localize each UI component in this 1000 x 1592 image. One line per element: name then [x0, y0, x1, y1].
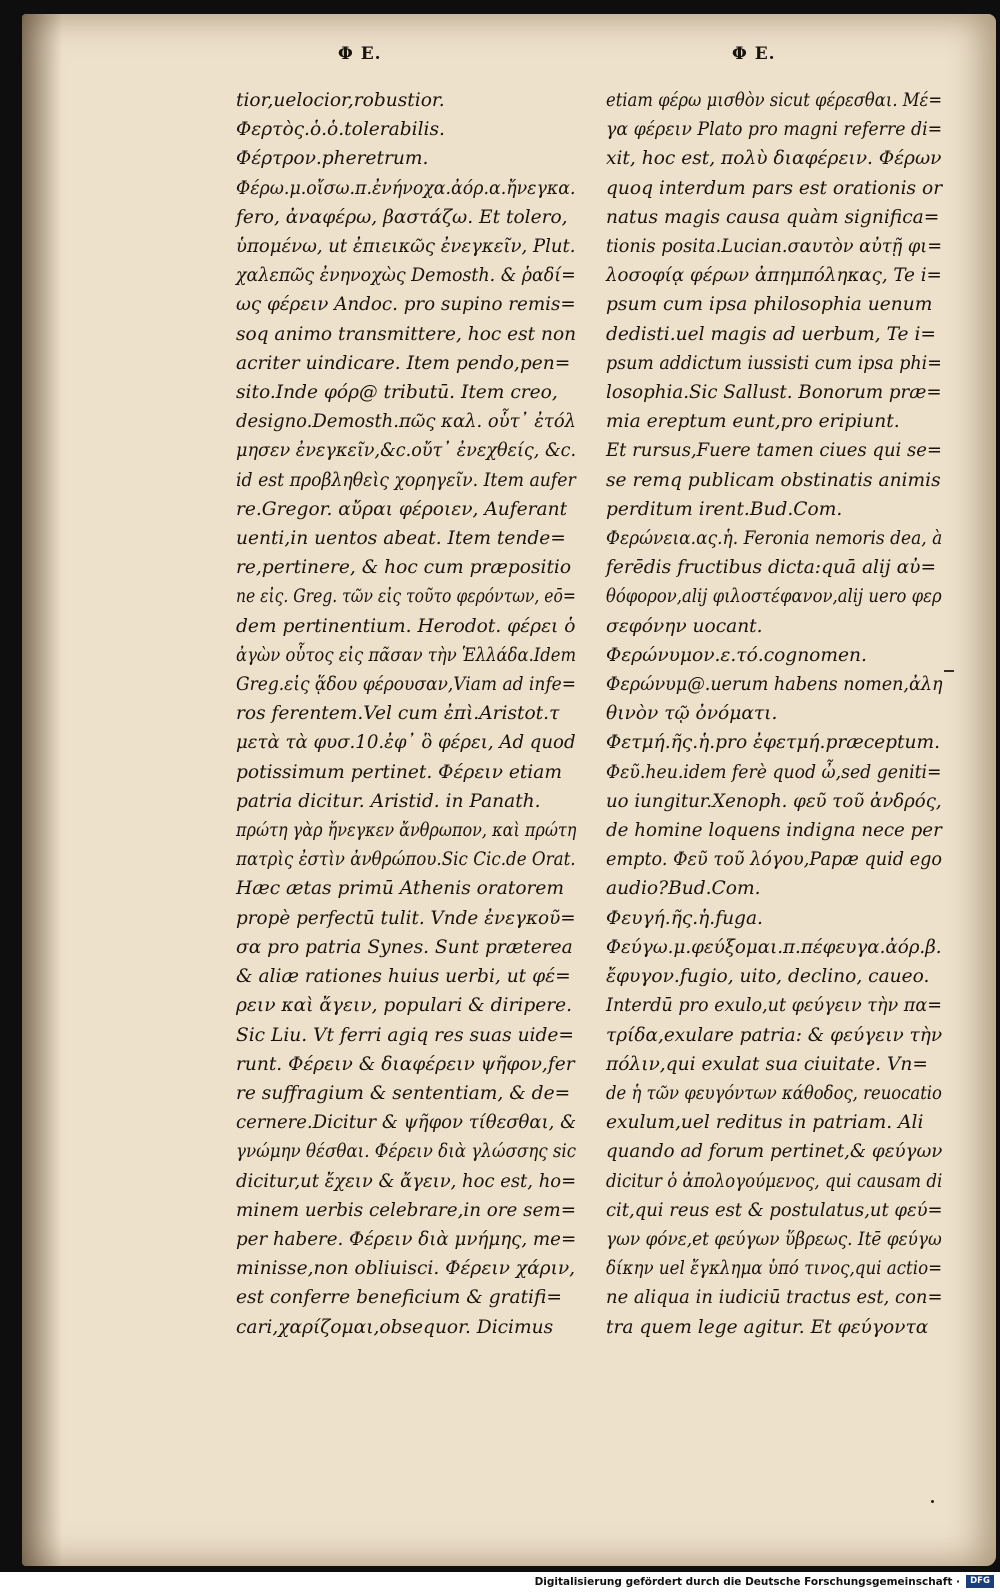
text-line: runt. Φέρειν & διαφέρειν ψῆφον,fer: [236, 1053, 575, 1075]
text-line: audio?Bud.Com.: [606, 878, 761, 900]
text-line: τρίδα,exulare patria: & φεύγειν τὴν: [606, 1024, 943, 1046]
text-line: de homine loquens indigna nece per: [606, 820, 942, 842]
text-line: πρώτη γὰρ ἤνεγκεν ἄνθρωπον, καὶ πρώτη: [236, 820, 577, 842]
text-line: ne aliqua in iudiciū tractus est, con=: [606, 1287, 943, 1309]
text-line: cari,χαρίζομαι,obsequor. Dicimus: [236, 1316, 554, 1338]
text-line: Sic Liu. Vt ferri agiq res suas uide=: [236, 1024, 574, 1046]
text-line: re,pertinere, & hoc cum præpositio: [236, 557, 572, 579]
text-line: Φερτὸς.ὁ.ὁ.tolerabilis.: [236, 119, 445, 141]
text-line: Greg.εἰς ᾅδου φέρουσαν,Viam ad infe=: [236, 674, 576, 696]
text-line: per habere. Φέρειν διὰ μνήμης, me=: [236, 1228, 577, 1250]
left-text-column: [236, 86, 576, 1342]
text-line: empto. Φεῦ τοῦ λόγου,Papæ quid ego: [606, 849, 943, 871]
text-line: Φεῦ.heu.idem ferè quod ὦ,sed geniti=: [606, 761, 942, 783]
text-line: tionis posita.Lucian.σαυτὸν αὐτῇ φι=: [606, 236, 943, 258]
text-line: potissimum pertinet. Φέρειν etiam: [236, 761, 562, 783]
dfg-logo: DFG: [966, 1575, 994, 1588]
text-line: xit, hoc est, πολὺ διαφέρειν. Φέρων: [606, 148, 942, 170]
text-line: ως φέρειν Andoc. pro supino remis=: [236, 294, 576, 316]
text-line: Φεύγω.μ.φεύξομαι.π.πέφευγα.ἀόρ.β.: [606, 936, 942, 958]
text-line: natus magis causa quàm significa=: [606, 206, 940, 228]
text-line: est conferre beneficium & gratifi=: [236, 1287, 562, 1309]
text-line: γνώμην θέσθαι. Φέρειν διὰ γλώσσης sic: [236, 1141, 577, 1163]
text-line: dedisti.uel magis ad uerbum, Te i=: [606, 323, 936, 345]
text-line: Φετμή.ῆς.ἡ.pro ἐφετμή.præceptum.: [606, 732, 941, 754]
text-line: ne εἰς. Greg. τῶν εἰς τοῦτο φερόντων, eō=: [236, 586, 576, 608]
text-line: tior,uelocior,robustior.: [236, 90, 445, 111]
text-line: designo.Demosth.πῶς καλ. οὗτ᾽ ἐτόλ: [236, 411, 577, 433]
text-line: uenti,in uentos abeat. Item tende=: [236, 528, 566, 550]
text-line: Interdū pro exulo,ut φεύγειν τὴν πα=: [606, 995, 942, 1017]
text-line: dicitur ὁ ἀπολογούμενος, qui causam di: [606, 1170, 943, 1192]
text-line: propè perfectū tulit. Vnde ἐνεγκοῦ=: [236, 907, 576, 929]
text-line: θινὸν τῷ ὀνόματι.: [606, 703, 778, 725]
text-line: ros ferentem.Vel cum ἐπὶ.Aristot.τ: [236, 703, 560, 725]
text-line: dem pertinentium. Herodot. φέρει ὁ: [236, 615, 576, 637]
text-line: Φερώνυμ@.uerum habens nomen,ἀλη: [606, 674, 943, 696]
right-text-column: [606, 86, 942, 1342]
text-line: tra quem lege agitur. Et φεύγοντα: [606, 1316, 929, 1338]
text-line: σα pro patria Synes. Sunt præterea: [236, 936, 573, 958]
text-line: quando ad forum pertinet,& φεύγων: [606, 1141, 943, 1163]
text-line: exulum,uel reditus in patriam. Ali: [606, 1112, 924, 1134]
text-line: mia ereptum eunt,pro eripiunt.: [606, 411, 900, 433]
text-line: soq animo transmittere, hoc est non: [236, 323, 577, 345]
text-line: id est προβληθεὶς χορηγεῖν. Item aufer: [236, 469, 576, 491]
text-line: perditum irent.Bud.Com.: [606, 498, 843, 520]
text-line: χαλεπῶς ἐνηνοχὼς Demosth. & ῥαδί=: [236, 265, 576, 287]
running-head-left: Φ E.: [338, 44, 382, 64]
text-line: etiam φέρω μισθὸν sicut φέρεσθαι. Μέ=: [606, 90, 943, 111]
text-line: ἔφυγον.fugio, uito, declino, caueo.: [606, 966, 930, 988]
text-line: quoq interdum pars est orationis or: [606, 177, 943, 199]
text-line: Φέρω.μ.οἴσω.π.ἐνήνοχα.ἀόρ.α.ἤνεγκα.: [236, 177, 576, 199]
text-line: Et rursus,Fuere tamen ciues qui se=: [606, 440, 942, 462]
text-line: psum cum ipsa philosophia uenum: [606, 294, 933, 316]
text-line: δίκην uel ἔγκλημα ὑπό τινος,qui actio=: [606, 1258, 943, 1280]
text-line: ferēdis fructibus dicta:quā alij αὐ=: [606, 557, 937, 579]
text-line: ρειν καὶ ἄγειν, populari & diripere.: [236, 995, 573, 1017]
text-line: re.Gregor. αὔραι φέροιεν, Auferant: [236, 498, 568, 520]
text-line: ὑπομένω, ut ἐπιεικῶς ἐνεγκεῖν, Plut.: [236, 236, 576, 258]
text-line: losophia.Sic Sallust. Bonorum præ=: [606, 382, 942, 404]
text-line: dicitur,ut ἔχειν & ἄγειν, hoc est, ho=: [236, 1170, 577, 1192]
text-line: πόλιν,qui exulat sua ciuitate. Vn=: [606, 1053, 928, 1075]
text-line: psum addictum iussisti cum ipsa phi=: [606, 352, 942, 374]
text-line: & aliæ rationes huius uerbi, ut φέ=: [236, 966, 571, 988]
text-line: sito.Inde φόρ@ tributū. Item creo,: [236, 382, 558, 404]
margin-mark: [944, 670, 954, 672]
text-line: re suffragium & sententiam, & de=: [236, 1082, 571, 1104]
text-line: minem uerbis celebrare,in ore sem=: [236, 1199, 577, 1221]
text-line: μησεν ἐνεγκεῖν,&c.οὔτ᾽ ἐνεχθείς, &c.: [236, 440, 577, 462]
text-line: patria dicitur. Aristid. in Panath.: [236, 790, 541, 812]
text-line: Hæc ætas primū Athenis oratorem: [236, 878, 565, 900]
text-line: Φερώνεια.ας.ἡ. Feronia nemoris dea, à: [606, 528, 943, 550]
text-line: uo iungitur.Xenoph. φεῦ τοῦ ἀνδρός,: [606, 790, 942, 812]
text-line: ἀγὼν οὗτος εἰς πᾶσαν τὴν Ἑλλάδα.Idem: [236, 644, 577, 666]
text-line: cernere.Dicitur & ψῆφον τίθεσθαι, &: [236, 1112, 577, 1134]
text-line: γων φόνε,et φεύγων ὕβρεως. Itē φεύγω: [606, 1228, 942, 1250]
text-line: cit,qui reus est & postulatus,ut φεύ=: [606, 1199, 943, 1221]
text-line: γα φέρειν Plato pro magni referre di=: [606, 119, 943, 141]
text-line: Φερώνυμον.ε.τό.cognomen.: [606, 644, 867, 666]
text-line: μετὰ τὰ φυσ.10.ἐφ᾽ ὃ φέρει, Ad quod: [236, 732, 576, 754]
text-line: σεφόνην uocant.: [606, 615, 763, 637]
text-line: minisse,non obliuisci. Φέρειν χάριν,: [236, 1258, 576, 1280]
text-line: de ἡ τῶν φευγόντων κάθοδος, reuocatio: [606, 1082, 942, 1104]
funding-credit: Digitalisierung gefördert durch die Deutsche Forschungsgemeinschaft ·: [534, 1576, 960, 1588]
text-line: fero, ἀναφέρω, βαστάζω. Et tolero,: [236, 206, 568, 228]
text-line: Φέρτρον.pheretrum.: [236, 148, 429, 170]
text-line: acriter uindicare. Item pendo,pen=: [236, 352, 571, 374]
spine-shadow: [22, 14, 62, 1566]
text-line: θόφορον,alij φιλοστέφανον,alij uero φερ: [606, 586, 942, 608]
text-line: Φευγή.ῆς.ἡ.fuga.: [606, 907, 763, 929]
ink-speck: [931, 1500, 934, 1503]
text-line: λοσοφίᾳ φέρων ἀπημπόληκας, Te i=: [606, 265, 942, 287]
text-line: se remq publicam obstinatis animis: [606, 469, 941, 491]
digitization-footer: [0, 1572, 1000, 1592]
running-head-right: Φ E.: [732, 44, 776, 64]
text-line: πατρὶς ἐστὶν ἀνθρώπου.Sic Cic.de Orat.: [236, 849, 576, 871]
